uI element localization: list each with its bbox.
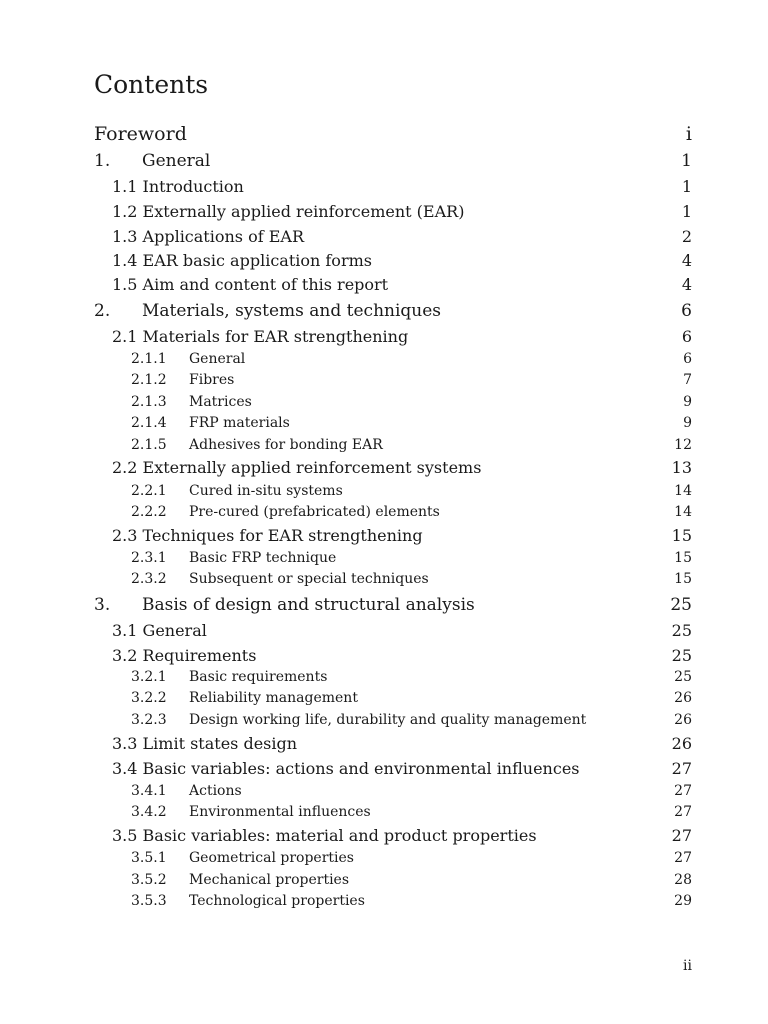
toc-entry-page: 26 bbox=[671, 734, 692, 753]
toc-entry[interactable] bbox=[0, 870, 768, 890]
toc-entry[interactable] bbox=[0, 122, 768, 146]
toc-entry-number: 1. bbox=[94, 151, 111, 171]
toc-entry-page: 28 bbox=[674, 872, 692, 888]
toc-entry-title: 3.3 Limit states design bbox=[112, 734, 298, 753]
toc-entry-title: Adhesives for bonding EAR bbox=[189, 437, 383, 453]
toc-entry[interactable] bbox=[0, 457, 768, 481]
toc-entry-number: 2.1.3 bbox=[131, 394, 167, 410]
toc-entry-number: 3.5.2 bbox=[131, 872, 167, 888]
toc-entry[interactable] bbox=[0, 548, 768, 568]
toc-entry-title: 3.2 Requirements bbox=[112, 646, 257, 665]
toc-entry[interactable] bbox=[0, 620, 768, 644]
toc-entry-page: 6 bbox=[683, 351, 692, 367]
toc-entry-title: Cured in-situ systems bbox=[189, 483, 343, 499]
toc-entry-page: 25 bbox=[671, 621, 692, 640]
toc-entry-title: Foreword bbox=[94, 123, 187, 145]
toc-entry-page: 29 bbox=[674, 893, 692, 909]
toc-entry-page: 6 bbox=[681, 301, 692, 321]
toc-entry-number: 3.5.1 bbox=[131, 850, 167, 866]
toc-entry[interactable] bbox=[0, 594, 768, 618]
toc-entry[interactable] bbox=[0, 891, 768, 911]
toc-entry[interactable] bbox=[0, 645, 768, 669]
toc-entry-title: Reliability management bbox=[189, 690, 358, 706]
toc-entry-page: 26 bbox=[674, 712, 692, 728]
toc-entry[interactable] bbox=[0, 688, 768, 708]
toc-entry-number: 3.2.1 bbox=[131, 669, 167, 685]
toc-entry-title: Geometrical properties bbox=[189, 850, 354, 866]
toc-entry-page: 27 bbox=[674, 804, 692, 820]
page-title: Contents bbox=[94, 70, 209, 99]
toc-entry-page: 1 bbox=[681, 151, 692, 171]
toc-entry-page: 15 bbox=[671, 526, 692, 545]
toc-entry[interactable] bbox=[0, 250, 768, 274]
toc-entry-title: Materials, systems and techniques bbox=[142, 301, 442, 321]
toc-entry-number: 3. bbox=[94, 595, 111, 615]
toc-entry[interactable] bbox=[0, 802, 768, 822]
toc-entry-page: 15 bbox=[674, 571, 692, 587]
toc-entry[interactable] bbox=[0, 201, 768, 225]
toc-entry-number: 2. bbox=[94, 301, 111, 321]
toc-entry-page: 2 bbox=[681, 227, 692, 246]
toc-entry-number: 2.1.4 bbox=[131, 415, 167, 431]
toc-entry[interactable] bbox=[0, 300, 768, 324]
toc-entry-title: 1.3 Applications of EAR bbox=[112, 227, 305, 246]
toc-entry-page: 13 bbox=[671, 458, 692, 477]
toc-entry-title: Matrices bbox=[189, 394, 252, 410]
toc-entry-page: 25 bbox=[674, 669, 692, 685]
toc-entry-number: 2.3.1 bbox=[131, 550, 167, 566]
toc-entry[interactable] bbox=[0, 413, 768, 433]
toc-entry-page: 27 bbox=[674, 850, 692, 866]
toc-entry-page: 4 bbox=[681, 251, 692, 270]
toc-entry-title: 1.4 EAR basic application forms bbox=[112, 251, 372, 270]
toc-entry-title: 2.3 Techniques for EAR strengthening bbox=[112, 526, 423, 545]
toc-entry-title: 3.4 Basic variables: actions and environmental influences bbox=[112, 759, 580, 778]
toc-entry-page: 14 bbox=[674, 504, 692, 520]
toc-entry-page: 26 bbox=[674, 690, 692, 706]
toc-entry[interactable] bbox=[0, 274, 768, 298]
toc-entry-title: Basic FRP technique bbox=[189, 550, 337, 566]
toc-entry-page: 27 bbox=[671, 759, 692, 778]
toc-entry-title: 2.1 Materials for EAR strengthening bbox=[112, 327, 409, 346]
toc-entry-title: General bbox=[189, 351, 246, 367]
toc-entry[interactable] bbox=[0, 502, 768, 522]
toc-entry[interactable] bbox=[0, 569, 768, 589]
toc-entry-title: Pre-cured (prefabricated) elements bbox=[189, 504, 440, 520]
toc-entry-page: 15 bbox=[674, 550, 692, 566]
toc-entry-number: 2.1.5 bbox=[131, 437, 167, 453]
toc-entry-title: General bbox=[142, 151, 211, 171]
toc-entry-number: 2.1.2 bbox=[131, 372, 167, 388]
toc-entry-title: Fibres bbox=[189, 372, 235, 388]
toc-entry[interactable] bbox=[0, 848, 768, 868]
toc-entry-page: 1 bbox=[681, 202, 692, 221]
toc-entry-title: Technological properties bbox=[189, 893, 365, 909]
toc-entry-page: 1 bbox=[681, 177, 692, 196]
toc-entry[interactable] bbox=[0, 825, 768, 849]
toc-entry-page: 6 bbox=[681, 327, 692, 346]
toc-entry-page: 25 bbox=[671, 646, 692, 665]
toc-entry-title: 2.2 Externally applied reinforcement systems bbox=[112, 458, 482, 477]
toc-entry-page: i bbox=[685, 123, 692, 145]
toc-entry-title: Design working life, durability and quality management bbox=[189, 712, 587, 728]
toc-entry-title: 1.2 Externally applied reinforcement (EAR) bbox=[112, 202, 465, 221]
toc-entry[interactable] bbox=[0, 150, 768, 174]
toc-entry-page: 12 bbox=[674, 437, 692, 453]
toc-entry[interactable] bbox=[0, 326, 768, 350]
toc-entry-page: 14 bbox=[674, 483, 692, 499]
toc-entry[interactable] bbox=[0, 370, 768, 390]
toc-entry[interactable] bbox=[0, 349, 768, 369]
toc-entry-page: 25 bbox=[670, 595, 692, 615]
toc-entry-number: 2.2.1 bbox=[131, 483, 167, 499]
toc-entry[interactable] bbox=[0, 176, 768, 200]
toc-entry-title: Actions bbox=[189, 783, 242, 799]
toc-entry[interactable] bbox=[0, 758, 768, 782]
toc-entry-number: 3.4.2 bbox=[131, 804, 167, 820]
toc-entry-page: 27 bbox=[674, 783, 692, 799]
toc-entry[interactable] bbox=[0, 667, 768, 687]
toc-entry[interactable] bbox=[0, 710, 768, 730]
toc-entry-page: 9 bbox=[683, 415, 692, 431]
toc-entry[interactable] bbox=[0, 733, 768, 757]
toc-entry-number: 3.5.3 bbox=[131, 893, 167, 909]
toc-entry-title: 3.1 General bbox=[112, 621, 207, 640]
toc-entry-page: 4 bbox=[681, 275, 692, 294]
toc-entry-title: Basis of design and structural analysis bbox=[142, 595, 475, 615]
toc-entry[interactable] bbox=[0, 226, 768, 250]
toc-entry-title: Mechanical properties bbox=[189, 872, 350, 888]
toc-entry[interactable] bbox=[0, 435, 768, 455]
toc-entry-page: 27 bbox=[671, 826, 692, 845]
page-number: ii bbox=[683, 958, 692, 974]
toc-entry-number: 3.2.3 bbox=[131, 712, 167, 728]
toc-entry[interactable] bbox=[0, 481, 768, 501]
toc-entry-title: FRP materials bbox=[189, 415, 290, 431]
toc-entry-title: 1.5 Aim and content of this report bbox=[112, 275, 389, 294]
toc-entry[interactable] bbox=[0, 392, 768, 412]
toc-entry-number: 2.1.1 bbox=[131, 351, 167, 367]
toc-entry[interactable] bbox=[0, 525, 768, 549]
toc-entry-page: 7 bbox=[683, 372, 692, 388]
toc-entry-title: Basic requirements bbox=[189, 669, 328, 685]
toc-entry-number: 3.2.2 bbox=[131, 690, 167, 706]
toc-entry-number: 2.3.2 bbox=[131, 571, 167, 587]
toc-entry-number: 3.4.1 bbox=[131, 783, 167, 799]
toc-entry-page: 9 bbox=[683, 394, 692, 410]
toc-entry-number: 2.2.2 bbox=[131, 504, 167, 520]
toc-entry-title: Subsequent or special techniques bbox=[189, 571, 429, 587]
toc-entry-title: Environmental influences bbox=[189, 804, 371, 820]
toc-entry-title: 3.5 Basic variables: material and product properties bbox=[112, 826, 537, 845]
toc-entry-title: 1.1 Introduction bbox=[112, 177, 244, 196]
toc-entry[interactable] bbox=[0, 781, 768, 801]
